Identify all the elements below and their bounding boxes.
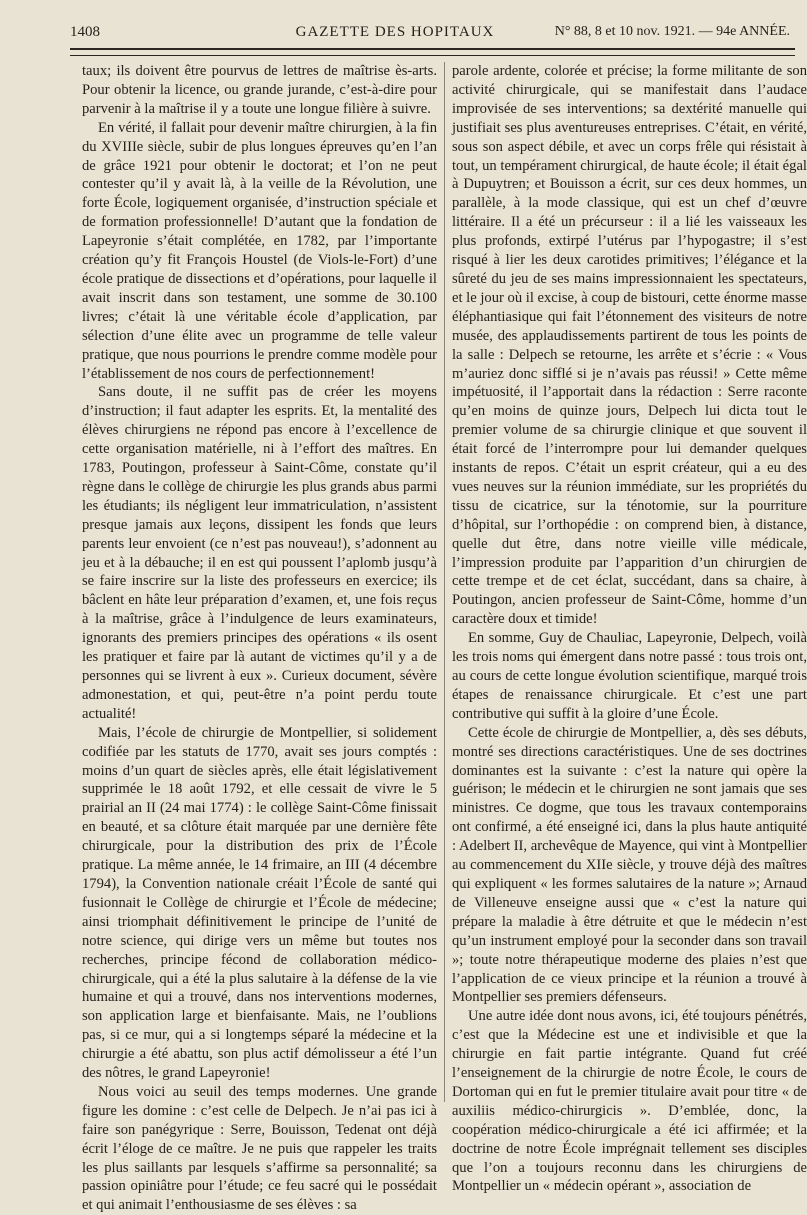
paragraph: En vérité, il fallait pour devenir maître chirurgien, à la fin du XVIIIe siècle, subir de plus longues épreuves qu’en l’an de grâce 1921 pour obtenir le doctorat; et l’on ne peut contester qu’il y avait là, à la veille de la Révolution, une forte École, logiquement organisée, d’instruction spéciale et de formation professionnelle! D’autant que la fondation de Lapeyronie s’était complétée, en 1782, par l’importante création qu’y fit François Houstel (de Viols-le-Fort) d’une école pratique de dissections et d’opérations, pour laquelle il avait inscrit dans son testament, une somme de 30.100 livres; c’était là une véritable école d’application, par sélection d’une élite avec un programme de telle valeur pratique, que nous pourrions le prendre comme modèle pour l’établissement de nos cours de perfectionnement!: [82, 119, 437, 382]
paragraph: Sans doute, il ne suffit pas de créer les moyens d’instruction; il faut adapter les esprits. Et, la mentalité des élèves chirurgiens ne répond pas encore à l’excellence de cette organisation matérielle, ni à l’effort des maîtres. En 1783, Poutingon, professeur à Saint-Côme, constate qu’il règne dans le collège de chirurgie les plus grands abus parmi les étudiants; ils négligent leur immatriculation, n’assistent presque jamais aux leçons, dissipent les fonds que leurs parents leur envoient (ce n’est pas nouveau!), s’adonnent au jeu et à la débauche; il en est qui poussent l’aplomb jusqu’à se faire inscrire sur la liste des professeurs en exercice; ils bâclent en hâte leur préparation d’examen, et, une fois reçus à la maîtrise, grâce à l’indulgence de leurs examinateurs, ignorants des premiers principes des opérations « ils osent les pratiquer et faire par là autant de victimes qu’il y a de personnes qui se livrent à eux ». Curieux document, sévère admonestation, et qui, peut-être n’a point perdu toute actualité!: [82, 384, 437, 722]
paragraph: Cette école de chirurgie de Montpellier, a, dès ses débuts, montré ses directions caractéristiques. Une de ses doctrines dominantes est la suivante : c’est la nature qui opère la guérison; le médecin et le chirurgien ne sont jamais que ses ministres. Ce dogme, que tous les travaux contemporains ont confirmé, a été enseigné ici, dans la plus haute antiquité : Adelbert II, archevêque de Mayence, qui vint à Montpellier au commencement du XIIe siècle, y trouve déjà des maîtres qui expliquent « les formes salutaires de la nature »; Arnaud de Villeneuve enseigne aussi que « c’est la nature qui prépare la maladie à être détruite et que le médecin n’est qu’un instrument employé pour la seconder dans son travail »; toute notre thérapeutique moderne des plaies n’est que l’application de ce vieux principe et la réunion a trouvé à Montpellier ses premiers défenseurs.: [452, 724, 807, 1006]
header-rule-thin: [70, 55, 795, 56]
paragraph: taux; ils doivent être pourvus de lettres de maîtrise ès-arts. Pour obtenir la licence, ou grande jurande, c’est-à-dire pour parvenir à la maîtrise il y a toute une longue filière à suivre.: [82, 63, 437, 117]
header-rule-thick: [70, 48, 795, 50]
paragraph: parole ardente, colorée et précise; la forme militante de son activité chirurgicale, qui se manifestait dans l’audace improvisée de ses interventions; sa dextérité manuelle qui justifiait ses plus aventureuses entreprises. C’était, en vérité, sous son aspect débile, et avec un corps frêle qui résistait à tout, un tempérament chirurgical, de haute école; il était égal à Dupuytren; et Bouisson a écrit, sur ces deux hommes, un parallèle, à la mode classique, qui est un chef d’œuvre littéraire. Il a été un précurseur : il a lié les vaisseaux les plus profonds, extirpé l’utérus par l’hypogastre; il s’est risqué à lier les deux carotides primitives; l’élégance et la sûreté du jeu de ses mains impressionnaient les spectateurs, et le jour où il excise, à coup de bistouri, cette énorme masse éléphantiasique qui fait l’étonnement des visiteurs de notre musée, des applaudissements partirent de tous les points de la salle : Delpech se retourne, les arrête et s’écrie : « Vous m’auriez donc sifflé si je n’avais pas réussi! » Cette même impétuosité, il l’apportait dans la rédaction : Serre raconte qu’en moins de quinze jours, Delpech lui dicta tout le premier volume de sa chirurgie clinique et que souvent il était forcé de l’interrompre pour lui demander quelques instants de repos. C’était un esprit créateur, qui a eu des vues neuves sur la réunion immédiate, sur les propriétés du tissu de cicatrice, sur la ténotomie, sur la pourriture d’hôpital, sur l’orthopédie : on comprend bien, à distance, quelle dut être, dans notre vieille ville médicale, l’impression produite par l’apparition d’un chirurgien de cette trempe et de cet éclat, succédant, dans sa chaire, à Poutingon, ancien professeur de Saint-Côme, homme d’un caractère doux et timide!: [452, 63, 807, 628]
paragraph: En somme, Guy de Chauliac, Lapeyronie, Delpech, voilà les trois noms qui émergent dans notre passé : tous trois ont, au cours de cette longue évolution scientifique, marqué trois étapes de renaissance chirurgicale. Et c’est une part contributive qui suffit à la gloire d’une École.: [452, 630, 807, 722]
journal-title: GAZETTE DES HOPITAUX: [295, 24, 495, 40]
paragraph: Mais, l’école de chirurgie de Montpellier, si solidement codifiée par les statuts de 1770, avait ses jours comptés : moins d’un quart de siècles après, elle était législativement supprimée le 18 août 1792, et elle cessait de vivre le 5 prairial an II (24 mai 1774) : le collège Saint-Côme finissait en beauté, et sa clôture était marquée par une dernière fête chirurgicale, pour la distribution des prix de l’École pratique. La même année, le 14 frimaire, an III (4 décembre 1794), la Convention nationale créait l’École de santé qui fusionnait le Collège de chirurgie et l’École de médecine; ainsi triomphait définitivement le principe de l’unité de notre science, qui dirige vers un même but toutes nos recherches, principe fécond de collaboration médico-chirurgicale, qui a été la plus salutaire à la défense de la vie humaine et qui a trouvé, dans nos interventions modernes, son application large et bienfaisante. Mais, ne l’oublions pas, si ce mur, qui a si longtemps séparé la médecine et la chirurgie a été abattu, son plus actif démolisseur a été l’un des nôtres, le grand Lapeyronie!: [82, 724, 437, 1082]
right-column: [452, 62, 807, 1195]
left-column: [82, 62, 437, 1214]
paragraph: Nous voici au seuil des temps modernes. Une grande figure les domine : c’est celle de Delpech. Je n’ai pas ici à faire son panégyrique : Serre, Bouisson, Tedenat ont déjà écrit l’éloge de ce maître. Je ne puis que rappeler les traits les plus saillants par lesquels s’affirme sa personnalité; sa passion opiniâtre pour l’étude; ce feu sacré qui le possédait et qui animait l’enthousiasme de ses élèves : sa: [82, 1083, 437, 1214]
page-header: [70, 20, 790, 44]
paragraph: Une autre idée dont nous avons, ici, été toujours pénétrés, c’est que la Médecine est une et indivisible et que la chirurgie en fait partie intégrante. Quand fut créé l’enseignement de la chirurgie de notre École, le cours de Dortoman qui en fut le premier titulaire avait pour titre « de auxiliis médico-chirurgicis ». D’emblée, donc, la coopération médico-chirurgicale a été ici affirmée; et la doctrine de notre École imprégnait tellement ses disciples que l’on a toujours reconnu dans les chirurgiens de Montpellier un « médecin opérant », association de: [452, 1008, 807, 1195]
issue-info: N° 88, 8 et 10 nov. 1921. — 94e ANNÉE.: [554, 24, 790, 39]
page-number: 1408: [70, 24, 100, 40]
column-divider: [444, 62, 445, 1102]
